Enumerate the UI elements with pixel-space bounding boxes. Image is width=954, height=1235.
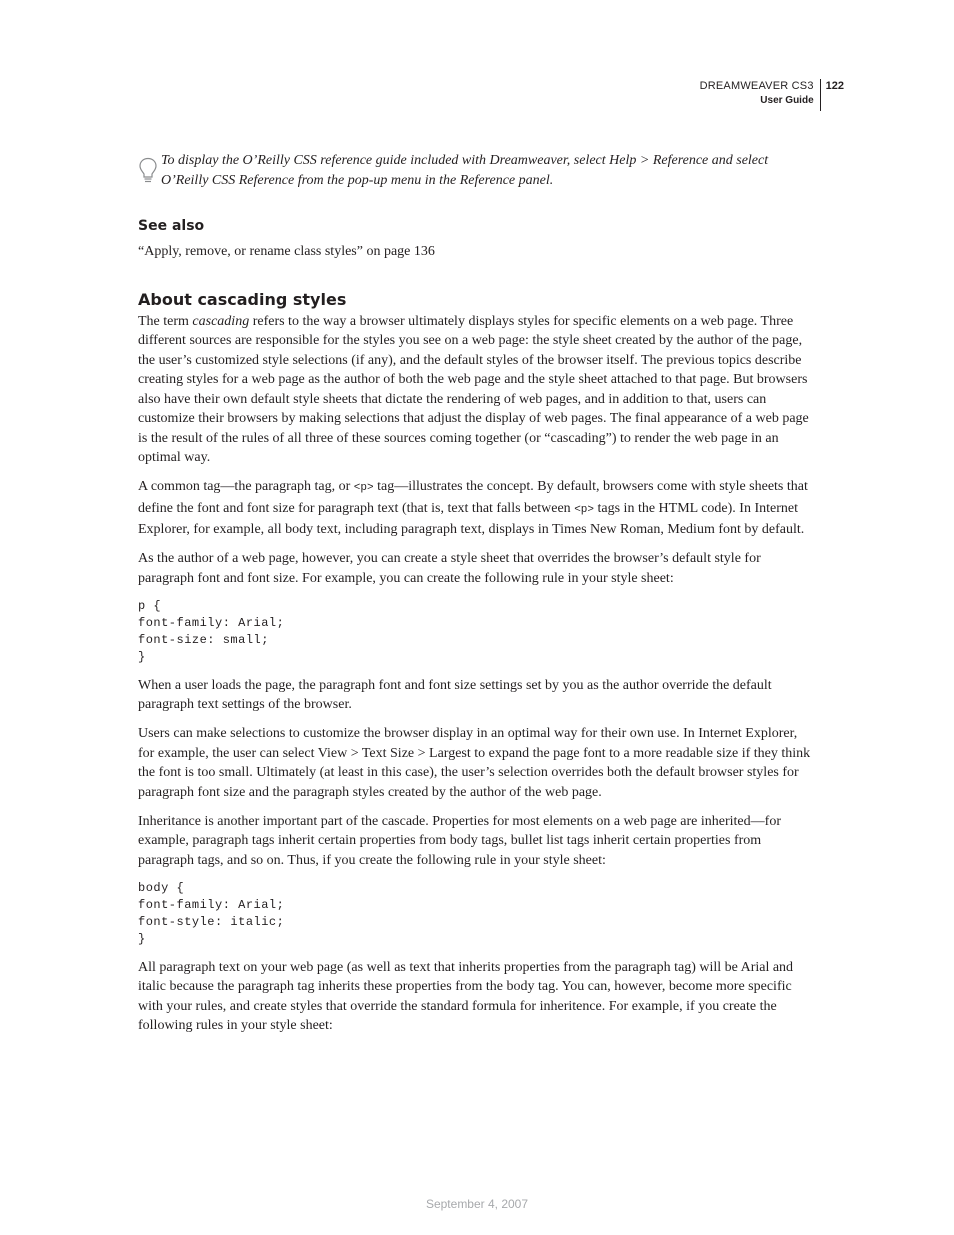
emphasis-term: cascading bbox=[192, 313, 250, 329]
footer-date: September 4, 2007 bbox=[425, 1197, 529, 1211]
text-run: A common tag—the paragraph tag, or bbox=[138, 479, 354, 494]
page-number: 122 bbox=[825, 80, 844, 92]
paragraph-5: Users can make selections to customize the browser display in an optimal way for their own use. In Internet Explorer, for example, the user can select View > Text Size > Largest to expand the page font to a more readable size if they think the font is too small. Ultimately (at least in this case), the user’s selection overrides both the default browser styles for paragraph font size and the paragraph styles created by the author of the web page. bbox=[138, 726, 811, 800]
code-block-1: p { font-family: Arial; font-size: small; } bbox=[138, 598, 285, 664]
tip-text: To display the O’Reilly CSS reference guide included with Dreamweaver, select Help > Reference and select O’Reilly CSS Reference from the pop-up menu in the Reference panel. bbox=[161, 153, 769, 188]
header-titles bbox=[700, 79, 821, 111]
guide-name: User Guide bbox=[760, 95, 814, 106]
running-header bbox=[700, 79, 844, 111]
inline-code: <p> bbox=[574, 503, 594, 516]
text-run: The term bbox=[138, 313, 193, 329]
paragraph-2 bbox=[138, 477, 816, 540]
see-also-link[interactable]: “Apply, remove, or rename class styles” on page 136 bbox=[138, 244, 435, 259]
paragraph-7: All paragraph text on your web page (as well as text that inherits properties from the paragraph tag) will be Arial and italic because the paragraph tag inherits these properties from the body tag. You can, however, become more specific with your rules, and create styles that override the standard formula for inheritence. For example, if you create the following rules in your style sheet: bbox=[138, 959, 794, 1033]
text-run: refers to the way a browser ultimately displays styles for specific elements on a web page. Three different sources are responsible for the styles you see on a web page: the style sheet created by the author of the page, the user’s customized style selections (if any), and the default styles of the browser itself. The previous topics describe creating styles for a web page as the author of both the web page and the style sheet attached to that page. But browsers also have their own default style sheets that dictate the rendering of web pages, and in addition to that, users can customize their browsers by making selections that adjust the display of web pages. The final appearance of a web page is the result of the rules of all three of these sources coming together (or “cascading”) to render the web page in an optimal way. bbox=[138, 313, 809, 465]
paragraph-6: Inheritance is another important part of the cascade. Properties for most elements on a web page are inherited—for example, paragraph tags inherit certain properties from body tags, bullet list tags inherit certain properties from paragraph tags, and so on. Thus, if you create the following rule in your style sheet: bbox=[138, 813, 781, 868]
see-also-heading: See also bbox=[138, 218, 205, 234]
main-content bbox=[138, 216, 816, 1045]
tip-note bbox=[138, 151, 816, 191]
lightbulb-icon bbox=[138, 157, 158, 185]
paragraph-1 bbox=[138, 312, 816, 468]
code-block-2: body { font-family: Arial; font-style: italic; } bbox=[138, 880, 285, 946]
text-run: tags in the HTML code). In Internet Explorer, for example, all body text, including paragraph text, displays in Times New Roman, Medium font by default. bbox=[138, 500, 805, 537]
section-title: About cascading styles bbox=[138, 289, 347, 309]
paragraph-3: As the author of a web page, however, you can create a style sheet that overrides the browser’s default style for paragraph font and font size. For example, you can create the following rule in your style sheet: bbox=[138, 551, 761, 586]
paragraph-4: When a user loads the page, the paragraph font and font size settings set by you as the author override the default paragraph text settings of the browser. bbox=[138, 677, 772, 712]
inline-code: <p> bbox=[353, 482, 374, 494]
product-name: DREAMWEAVER CS3 bbox=[699, 80, 814, 92]
text-run: tag—illustrates the concept. By default, browsers come with style sheets that define the font and font size for paragraph text (that is, text that falls between bbox=[138, 479, 808, 516]
